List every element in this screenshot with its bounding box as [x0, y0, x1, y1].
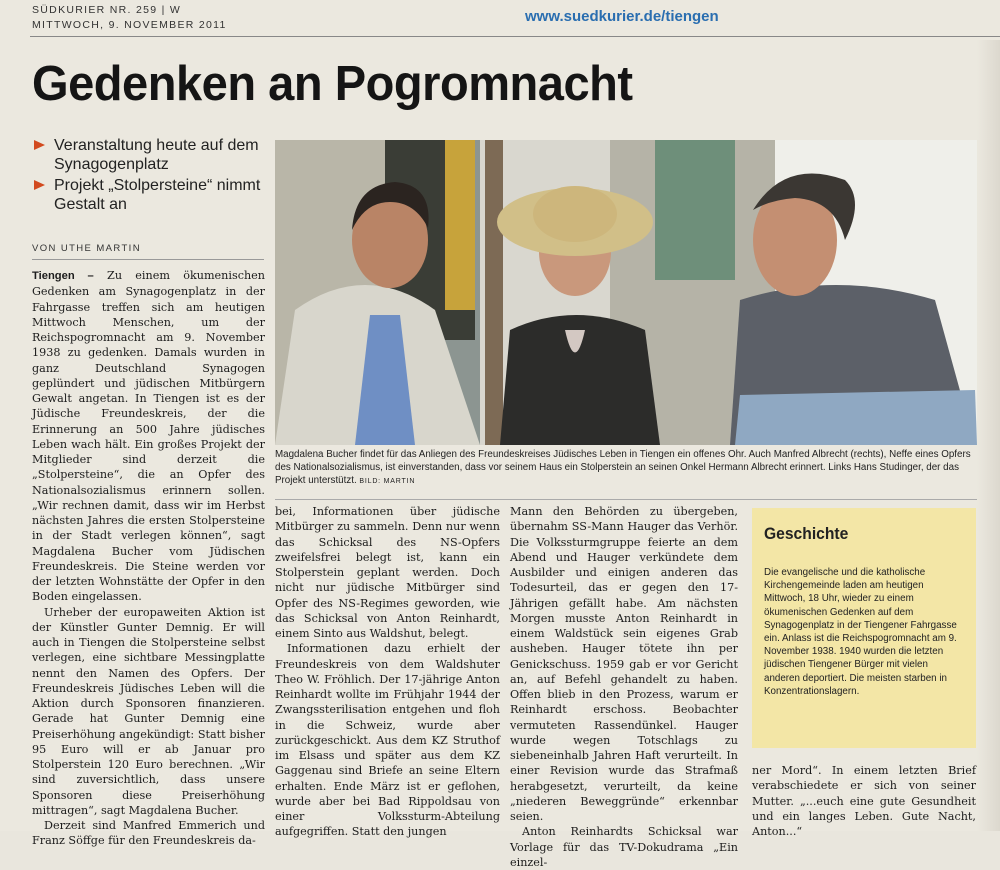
paper-issue: SÜDKURIER NR. 259 | W [32, 4, 182, 16]
article-column-1 [32, 268, 265, 849]
paper-date: MITTWOCH, 9. NOVEMBER 2011 [32, 19, 227, 31]
article-headline: Gedenken an Pogromnacht [32, 57, 633, 111]
photo-credit: BILD: MARTIN [359, 478, 416, 485]
photo-caption [275, 448, 977, 488]
info-box [752, 508, 976, 748]
subhead-2-text: Projekt „Stolpersteine“ nimmt Gestalt an [54, 177, 261, 213]
byline-rule [32, 259, 264, 260]
paper-header [32, 3, 227, 33]
article-column-4 [752, 763, 976, 839]
caption-text: Magdalena Bucher findet für das Anliegen des Freundeskreises Jüdisches Leben in Tiengen ein offenes Ohr. Auch Manfred Albrecht (rechts), Neffe eines Opfers des Nationalsozialismus, ist einverstanden, dass vor seinem Haus ein Stolperstein an seinen Onkel Hermann Albrecht erinnert. Links Hans Studinger, der das Projekt unterstützt. [275, 449, 971, 486]
byline: VON UTHE MARTIN [32, 243, 141, 254]
article-column-3 [510, 504, 738, 870]
article-photo [275, 140, 977, 445]
paragraph: ner Mord“. In einem letzten Brief verabschiedete er sich von seiner Mutter. „...euch eine gute Gesundheit und ein langes Leben. Gute Nacht, Anton...“ [752, 764, 976, 838]
paragraph: bei, Informationen über jüdische Mitbürger zu sammeln. Denn nur wenn das Schicksal des NS-Opfers zweifelsfrei belegt ist, kann ein Stolperstein geplant werden. Doch nicht nur jüdische Mitbürger sind Opfer des NS-Regimes geworden, wie das Schicksal von Anton Reinhardt, einem Sinto aus Waldshut, belegt. [275, 505, 500, 640]
paragraph: Anton Reinhardts Schicksal war Vorlage für das TV-Dokudrama „Ein einzel- [510, 825, 738, 869]
arrow-right-icon [34, 140, 45, 150]
paragraph: Mann den Behörden zu übergeben, übernahm SS-Mann Hauger das Verhör. Die Volkssturmgruppe feierte an dem Abend und Hauger verkündete dem Ausbilder und einigen anderen das Todesurteil, das er gegen den 17-Jährigen gefällt habe. Am nächsten Morgen musste Anton Reinhardt in einem Waldstück sein eigenes Grab ausheben. Hauger tötete ihn per Genickschuss. 1959 gab er vor Gericht an, auf Befehl gehandelt zu haben. Offen blieb in den Prozess, warum er Reinhardt erschoss. Beobachter vermuteten Rassendünkel. Hauger wurde wegen Totschlags zu siebeneinhalb Jahren Haft verurteilt. In einer Revision wurde das Strafmaß herabgesetzt, verurteilt, da keine „niederen Beweggründe“ erkennbar seien. [510, 505, 738, 823]
paragraph: Derzeit sind Manfred Emmerich und Franz Söffge für den Freundeskreis da- [32, 819, 265, 848]
dateline: Tiengen – [32, 270, 94, 282]
section-url[interactable]: www.suedkurier.de/tiengen [525, 8, 719, 25]
subhead-2 [32, 176, 272, 214]
paragraph: Urheber der europaweiten Aktion ist der Künstler Gunter Demnig. Er will auch in Tiengen die Stolpersteine selbst verlegen, eine sichtbare Messingplatte nennt den Namen des Opfers. Der Freundeskreis Jüdisches Leben will die Aktion durch Sponsoren finanzieren. Gerade hat Gunter Demnig eine Preiserhöhung angekündigt: Statt bisher 95 Euro will er ab Januar pro Stolperstein 120 Euro berechnen. „Wir sind zuversichtlich, dass unsere Sponsoren diese Preiserhöhung mittragen“, sagt Magdalena Bucher. [32, 605, 265, 817]
article-column-2 [275, 504, 500, 840]
page-edge [977, 40, 1000, 831]
info-box-text: Die evangelische und die katholische Kirchengemeinde laden am heutigen Mittwoch, 18 Uhr, wieder zu einem ökumenischen Gedenken auf dem Synagogenplatz in der Tiengener Fahrgasse ein. Anlass ist die Reichspogromnacht am 9. November 1938. 1940 wurden die letzten jüdischen Tiengener Bürger mit vielen anderen deportiert. Die meisten starben in Konzentrationslagern. [764, 567, 957, 697]
lead-paragraph [32, 268, 265, 605]
paragraph: Informationen dazu erhielt der Freundeskreis von dem Waldshuter Theo W. Fröhlich. Der 17-jährige Anton Reinhardt wollte im Frühjahr 1944 der Zwangssterilisation entgehen und floh in die Schweiz, wurde aber zurückgeschickt. Aus dem KZ Struthof im Elsass und später aus dem KZ Gaggenau sind Briefe an seine Eltern erhalten. Ende März ist er geflohen, wurde aber bei Bad Rippoldsau von einer Volkssturm-Abteilung aufgegriffen. Statt den jungen [275, 642, 500, 839]
info-box-title: Geschichte [764, 524, 849, 543]
subhead-1-text: Veranstaltung heute auf dem Synagogenplatz [54, 137, 259, 173]
photo-illustration [275, 140, 977, 445]
header-rule [30, 36, 1000, 37]
caption-rule [275, 499, 977, 500]
subhead-1 [32, 136, 272, 174]
arrow-right-icon [34, 180, 45, 190]
paragraph-text: Zu einem ökumenischen Gedenken am Synagogenplatz in der Fahrgasse treffen sich am heutigen Mittwoch Menschen, um der Reichspogromnacht am 9. November 1938 zu gedenken. Damals wurden in ganz Deutschland Synagogen geplündert und jüdischen Mitbürgern Gewalt angetan. In Tiengen ist es der Jüdische Freundeskreis, der die Erinnerung an 500 Jahre jüdisches Leben wach hält. Ein großes Projekt der Mitglieder sind derzeit die „Stolpersteine“, die an Opfer des Nationalsozialismus erinnern sollen. „Wir rechnen damit, dass wir im Herbst nächsten Jahres die ersten Stolpersteine in der Stadt verlegen können“, sagt Magdalena Bucher vom Jüdischen Freundeskreis. Die Steine werden vor der letzten Wohnstätte der Opfer in den Boden eingelassen. [32, 269, 266, 604]
subheads [32, 136, 272, 216]
